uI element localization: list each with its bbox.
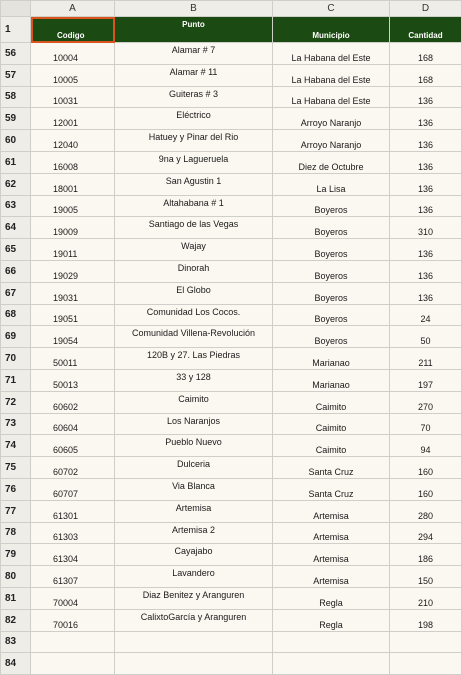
cell-codigo[interactable]: 12040	[31, 130, 115, 152]
cell-codigo[interactable]: 61304	[31, 544, 115, 566]
table-row	[1, 108, 462, 130]
row-number[interactable]: 65	[1, 239, 31, 261]
row-number[interactable]: 73	[1, 413, 31, 435]
cell-municipio[interactable]: Caimito	[273, 413, 390, 435]
cell-punto[interactable]: El Globo	[115, 282, 273, 304]
cell-municipio[interactable]	[273, 653, 390, 675]
row-number[interactable]: 68	[1, 304, 31, 326]
cell-punto[interactable]: CalixtoGarcía y Aranguren	[115, 609, 273, 631]
row-number[interactable]: 62	[1, 173, 31, 195]
header-cell-municipio[interactable]: Municipio	[273, 17, 390, 43]
cell-codigo[interactable]: 10005	[31, 64, 115, 86]
table-row	[1, 86, 462, 108]
row-number[interactable]: 84	[1, 653, 31, 675]
table-row	[1, 173, 462, 195]
row-number[interactable]: 71	[1, 369, 31, 391]
cell-punto[interactable]: 9na y Lagueruela	[115, 151, 273, 173]
cell-punto[interactable]: Hatuey y Pinar del Rio	[115, 130, 273, 152]
cell-codigo[interactable]: 60605	[31, 435, 115, 457]
cell-punto[interactable]: Comunidad Villena-Revolución	[115, 326, 273, 348]
cell-municipio[interactable]: Arroyo Naranjo	[273, 130, 390, 152]
cell-cantidad[interactable]: 210	[390, 587, 462, 609]
cell-municipio[interactable]: La Habana del Este	[273, 64, 390, 86]
table-row	[1, 239, 462, 261]
column-header-d[interactable]: D	[390, 1, 462, 17]
row-number[interactable]: 69	[1, 326, 31, 348]
cell-cantidad[interactable]: 211	[390, 348, 462, 370]
row-number[interactable]: 58	[1, 86, 31, 108]
cell-punto[interactable]: Los Naranjos	[115, 413, 273, 435]
cell-punto[interactable]: Altahabana # 1	[115, 195, 273, 217]
cell-municipio[interactable]: Artemisa	[273, 500, 390, 522]
cell-cantidad[interactable]: 136	[390, 282, 462, 304]
row-number[interactable]: 76	[1, 478, 31, 500]
cell-cantidad[interactable]: 280	[390, 500, 462, 522]
select-all-corner[interactable]	[1, 1, 31, 17]
cell-cantidad[interactable]: 294	[390, 522, 462, 544]
cell-codigo[interactable]: 70004	[31, 587, 115, 609]
cell-codigo[interactable]: 50011	[31, 348, 115, 370]
cell-municipio[interactable]: Regla	[273, 587, 390, 609]
cell-codigo[interactable]: 16008	[31, 151, 115, 173]
cell-cantidad[interactable]	[390, 653, 462, 675]
table-row	[1, 544, 462, 566]
table-row	[1, 151, 462, 173]
cell-codigo[interactable]: 60702	[31, 457, 115, 479]
table-row	[1, 609, 462, 631]
cell-punto[interactable]: Alamar # 11	[115, 64, 273, 86]
cell-codigo[interactable]: 19051	[31, 304, 115, 326]
cell-municipio[interactable]: Artemisa	[273, 522, 390, 544]
cell-cantidad[interactable]: 70	[390, 413, 462, 435]
cell-punto[interactable]: Artemisa	[115, 500, 273, 522]
row-number[interactable]: 63	[1, 195, 31, 217]
row-number[interactable]: 74	[1, 435, 31, 457]
column-header-c[interactable]: C	[273, 1, 390, 17]
cell-municipio[interactable]: Boyeros	[273, 282, 390, 304]
table-row	[1, 130, 462, 152]
cell-cantidad[interactable]: 310	[390, 217, 462, 239]
cell-cantidad[interactable]: 136	[390, 151, 462, 173]
table-row	[1, 435, 462, 457]
cell-codigo[interactable]: 19031	[31, 282, 115, 304]
table-row	[1, 260, 462, 282]
cell-punto[interactable]: Dulceria	[115, 457, 273, 479]
cell-municipio[interactable]: La Lisa	[273, 173, 390, 195]
cell-cantidad[interactable]: 150	[390, 566, 462, 588]
row-number[interactable]: 59	[1, 108, 31, 130]
table-row	[1, 348, 462, 370]
row-number[interactable]: 81	[1, 587, 31, 609]
cell-cantidad[interactable]: 168	[390, 43, 462, 65]
row-number[interactable]: 83	[1, 631, 31, 653]
cell-cantidad[interactable]: 136	[390, 260, 462, 282]
cell-municipio[interactable]: Santa Cruz	[273, 457, 390, 479]
table-header-row	[1, 17, 462, 43]
row-number[interactable]: 70	[1, 348, 31, 370]
cell-municipio[interactable]: Artemisa	[273, 544, 390, 566]
cell-punto[interactable]	[115, 631, 273, 653]
cell-codigo[interactable]: 70016	[31, 609, 115, 631]
cell-cantidad[interactable]	[390, 631, 462, 653]
cell-cantidad[interactable]: 197	[390, 369, 462, 391]
cell-punto[interactable]: 120B y 27. Las Piedras	[115, 348, 273, 370]
cell-cantidad[interactable]: 136	[390, 195, 462, 217]
cell-codigo[interactable]: 19029	[31, 260, 115, 282]
cell-municipio[interactable]: Diez de Octubre	[273, 151, 390, 173]
cell-cantidad[interactable]: 198	[390, 609, 462, 631]
cell-cantidad[interactable]: 136	[390, 86, 462, 108]
table-row	[1, 478, 462, 500]
row-number[interactable]: 66	[1, 260, 31, 282]
cell-punto[interactable]: Eléctrico	[115, 108, 273, 130]
table-row	[1, 282, 462, 304]
cell-municipio[interactable]: Boyeros	[273, 260, 390, 282]
cell-cantidad[interactable]: 136	[390, 239, 462, 261]
row-number[interactable]: 67	[1, 282, 31, 304]
cell-cantidad[interactable]: 94	[390, 435, 462, 457]
header-cell-codigo[interactable]: Codigo	[31, 17, 115, 43]
row-number[interactable]: 82	[1, 609, 31, 631]
row-number[interactable]: 1	[1, 17, 31, 43]
cell-punto[interactable]: Caimito	[115, 391, 273, 413]
column-header-row	[1, 1, 462, 17]
table-row	[1, 369, 462, 391]
cell-punto[interactable]: Dinorah	[115, 260, 273, 282]
cell-municipio[interactable]: Artemisa	[273, 566, 390, 588]
cell-municipio[interactable]: La Habana del Este	[273, 43, 390, 65]
cell-codigo[interactable]	[31, 631, 115, 653]
table-row	[1, 195, 462, 217]
cell-codigo[interactable]: 61301	[31, 500, 115, 522]
cell-punto[interactable]: Guiteras # 3	[115, 86, 273, 108]
cell-cantidad[interactable]: 136	[390, 173, 462, 195]
cell-punto[interactable]: Wajay	[115, 239, 273, 261]
cell-punto[interactable]: Santiago de las Vegas	[115, 217, 273, 239]
cell-codigo[interactable]: 10031	[31, 86, 115, 108]
cell-codigo[interactable]: 60707	[31, 478, 115, 500]
cell-punto[interactable]: 33 y 128	[115, 369, 273, 391]
cell-codigo[interactable]: 19009	[31, 217, 115, 239]
cell-punto[interactable]: Alamar # 7	[115, 43, 273, 65]
row-number[interactable]: 64	[1, 217, 31, 239]
cell-codigo[interactable]: 61307	[31, 566, 115, 588]
column-header-b[interactable]: B	[115, 1, 273, 17]
row-number[interactable]: 60	[1, 130, 31, 152]
cell-municipio[interactable]: Boyeros	[273, 304, 390, 326]
cell-municipio[interactable]: La Habana del Este	[273, 86, 390, 108]
cell-codigo[interactable]: 19005	[31, 195, 115, 217]
table-row	[1, 391, 462, 413]
cell-codigo[interactable]: 12001	[31, 108, 115, 130]
table-row	[1, 304, 462, 326]
cell-cantidad[interactable]: 136	[390, 108, 462, 130]
row-number[interactable]: 75	[1, 457, 31, 479]
cell-punto[interactable]: Via Blanca	[115, 478, 273, 500]
row-number[interactable]: 56	[1, 43, 31, 65]
cell-codigo[interactable]: 18001	[31, 173, 115, 195]
cell-cantidad[interactable]: 50	[390, 326, 462, 348]
table-row	[1, 653, 462, 675]
cell-municipio[interactable]: Marianao	[273, 348, 390, 370]
cell-municipio[interactable]: Regla	[273, 609, 390, 631]
cell-municipio[interactable]: Caimito	[273, 391, 390, 413]
cell-municipio[interactable]: Boyeros	[273, 326, 390, 348]
table-row	[1, 326, 462, 348]
table-row	[1, 43, 462, 65]
row-number[interactable]: 72	[1, 391, 31, 413]
cell-municipio[interactable]: Boyeros	[273, 217, 390, 239]
table-row	[1, 631, 462, 653]
cell-codigo[interactable]: 60602	[31, 391, 115, 413]
cell-cantidad[interactable]: 24	[390, 304, 462, 326]
cell-codigo[interactable]: 19011	[31, 239, 115, 261]
cell-municipio[interactable]: Santa Cruz	[273, 478, 390, 500]
cell-codigo[interactable]: 61303	[31, 522, 115, 544]
cell-punto[interactable]: Pueblo Nuevo	[115, 435, 273, 457]
row-number[interactable]: 80	[1, 566, 31, 588]
cell-punto[interactable]: Comunidad Los Cocos.	[115, 304, 273, 326]
cell-cantidad[interactable]: 186	[390, 544, 462, 566]
header-cell-cantidad[interactable]: Cantidad	[390, 17, 462, 43]
cell-municipio[interactable]: Caimito	[273, 435, 390, 457]
cell-punto[interactable]: Lavandero	[115, 566, 273, 588]
table-row	[1, 500, 462, 522]
cell-codigo[interactable]: 19054	[31, 326, 115, 348]
cell-municipio[interactable]	[273, 631, 390, 653]
row-number[interactable]: 79	[1, 544, 31, 566]
row-number[interactable]: 78	[1, 522, 31, 544]
table-row	[1, 587, 462, 609]
table-row	[1, 457, 462, 479]
cell-codigo[interactable]: 60604	[31, 413, 115, 435]
cell-punto[interactable]: Artemisa 2	[115, 522, 273, 544]
cell-punto[interactable]: Cayajabo	[115, 544, 273, 566]
cell-municipio[interactable]: Arroyo Naranjo	[273, 108, 390, 130]
table-row	[1, 413, 462, 435]
table-row	[1, 522, 462, 544]
table-row	[1, 217, 462, 239]
cell-cantidad[interactable]: 168	[390, 64, 462, 86]
cell-municipio[interactable]: Marianao	[273, 369, 390, 391]
column-header-a[interactable]: A	[31, 1, 115, 17]
cell-codigo[interactable]: 10004	[31, 43, 115, 65]
cell-punto[interactable]	[115, 653, 273, 675]
cell-municipio[interactable]: Boyeros	[273, 195, 390, 217]
row-number[interactable]: 61	[1, 151, 31, 173]
cell-cantidad[interactable]: 160	[390, 478, 462, 500]
cell-cantidad[interactable]: 270	[390, 391, 462, 413]
cell-punto[interactable]: Diaz Benitez y Aranguren	[115, 587, 273, 609]
table-row	[1, 566, 462, 588]
cell-cantidad[interactable]: 136	[390, 130, 462, 152]
cell-codigo[interactable]: 50013	[31, 369, 115, 391]
row-number[interactable]: 77	[1, 500, 31, 522]
row-number[interactable]: 57	[1, 64, 31, 86]
cell-punto[interactable]: San Agustin 1	[115, 173, 273, 195]
cell-codigo[interactable]	[31, 653, 115, 675]
cell-cantidad[interactable]: 160	[390, 457, 462, 479]
table-row	[1, 64, 462, 86]
header-cell-punto[interactable]: Punto	[115, 17, 273, 43]
cell-municipio[interactable]: Boyeros	[273, 239, 390, 261]
